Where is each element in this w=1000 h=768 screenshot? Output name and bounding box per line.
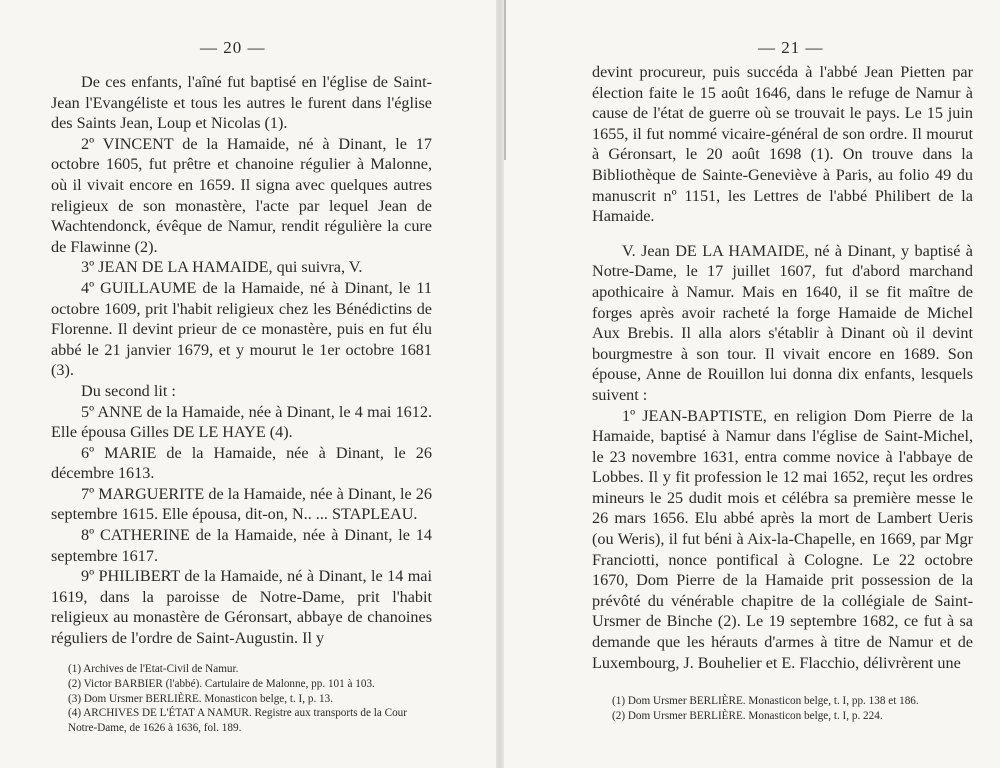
paragraph: 2º VINCENT de la Hamaide, né à Dinant, le 17 octobre 1605, fut prêtre et chanoine régulier à Malonne, où il vivait encore en 1659. Il signa avec quelques autres religieux de son monastère, l'acte par lequel Jean de Wachtendonck, évêque de Namur, rendit régulière la cure de Flawinne (2).	[51, 134, 432, 256]
right-body-text	[592, 62, 973, 673]
paragraph: V. Jean DE LA HAMAIDE, né à Dinant, y baptisé à Notre-Dame, le 17 juillet 1607, fut d'abord marchand apothicaire à Namur. Mais en 1640, il se fit maître de forges après avoir racheté la forge Hamaide de Michel Aux Brebis. Il alla alors s'établir à Dinant où il devint bourgmestre à son tour. Il vivait encore en 1689. Son épouse, Anne de Rouillon lui donna dix enfants, lesquels suivent :	[592, 241, 973, 404]
page-edge-shadow	[504, 0, 506, 160]
section-gap	[592, 227, 973, 241]
footnote: (3) Dom Ursmer BERLIÈRE. Monasticon belge, t. I, p. 13.	[68, 692, 334, 705]
footnote: (2) Victor BARBIER (l'abbé). Cartulaire de Malonne, pp. 101 à 103.	[68, 677, 375, 690]
paragraph: 5º ANNE de la Hamaide, née à Dinant, le 4 mai 1612. Elle épousa Gilles DE LE HAYE (4).	[51, 402, 432, 442]
right-page	[504, 0, 1000, 768]
left-page	[0, 0, 496, 768]
paragraph: 3º JEAN DE LA HAMAIDE, qui suivra, V.	[81, 258, 363, 277]
paragraph: 7º MARGUERITE de la Hamaide, née à Dinant, le 26 septembre 1615. Elle épousa, dit-on, N.. ... STAPLEAU.	[51, 484, 432, 524]
paragraph: devint procureur, puis succéda à l'abbé Jean Pietten par élection faite le 15 août 1646, dans le refuge de Namur à cause de l'état de guerre où se trouvait le pays. Le 15 juin 1655, il fut nommé vicaire-général de son ordre. Il mourut à Géronsart, le 20 août 1698 (1). On trouve dans la Bibliothèque de Sainte-Geneviève à Paris, au folio 49 du manuscrit nº 1151, les Lettres de l'abbé Philibert de la Hamaide.	[592, 63, 973, 226]
paragraph: Du second lit :	[81, 381, 176, 400]
paragraph: 9º PHILIBERT de la Hamaide, né à Dinant, le 14 mai 1619, dans la paroisse de Notre-Dame, prit l'habit religieux au monastère de Géronsart, abbaye de chanoines réguliers de l'ordre de Saint-Augustin. Il y	[51, 567, 432, 648]
paragraph: 6º MARIE de la Hamaide, née à Dinant, le 26 décembre 1613.	[51, 443, 432, 483]
footnote: (1) Archives de l'Etat-Civil de Namur.	[68, 663, 239, 675]
footnote: (2) Dom Ursmer BERLIÈRE. Monasticon belge, t. I, p. 224.	[612, 709, 883, 722]
footnote: (1) Dom Ursmer BERLIÈRE. Monasticon belge, t. I, pp. 138 et 186.	[612, 695, 919, 707]
paragraph: 1º JEAN-BAPTISTE, en religion Dom Pierre de la Hamaide, baptisé à Namur dans l'église de Saint-Michel, le 23 novembre 1631, entra comme novice à l'abbaye de Lobbes. Il y fit profession le 12 mai 1652, reçut les ordres mineurs le 25 dudit mois et célébra sa première messe le 26 mars 1656. Elu abbé après la mort de Lambert Ueris (ou Weris), il fut béni à Aix-la-Chapelle, en 1669, par Mgr Franciotti, nonce pontifical à Cologne. Le 22 octobre 1670, Dom Pierre de la Hamaide prit possession de la prévôté du vénérable chapitre de la collégiale de Saint-Ursmer de Binche (2). Le 19 septembre 1682, ce fut à sa demande que les hérauts d'armes à titre de Namur et de Luxembourg, J. Bouhelier et E. Flacchio, délivrèrent une	[592, 406, 973, 672]
footnotes	[612, 694, 972, 724]
page-number: — 20 —	[200, 38, 266, 57]
left-body-text	[51, 72, 432, 649]
footnotes	[68, 662, 438, 736]
paragraph: 4º GUILLAUME de la Hamaide, né à Dinant, le 11 octobre 1609, prit l'habit religieux chez les Bénédictins de Florenne. Il devint prieur de ce monastère, puis en fut élu abbé le 21 janvier 1679, et y mourut le 1er octobre 1681 (3).	[51, 278, 432, 380]
paragraph: 8º CATHERINE de la Hamaide, née à Dinant, le 14 septembre 1617.	[51, 526, 432, 565]
page-number: — 21 —	[758, 38, 824, 57]
paragraph: De ces enfants, l'aîné fut baptisé en l'église de Saint-Jean l'Evangéliste et tous les autres le furent dans l'église des Saints Jean, Loup et Nicolas (1).	[51, 73, 432, 133]
footnote: (4) ARCHIVES DE L'ÉTAT A NAMUR. Registre aux transports de la Cour Notre-Dame, de 1626 à 1636, fol. 189.	[68, 707, 407, 735]
book-gutter	[496, 0, 504, 768]
